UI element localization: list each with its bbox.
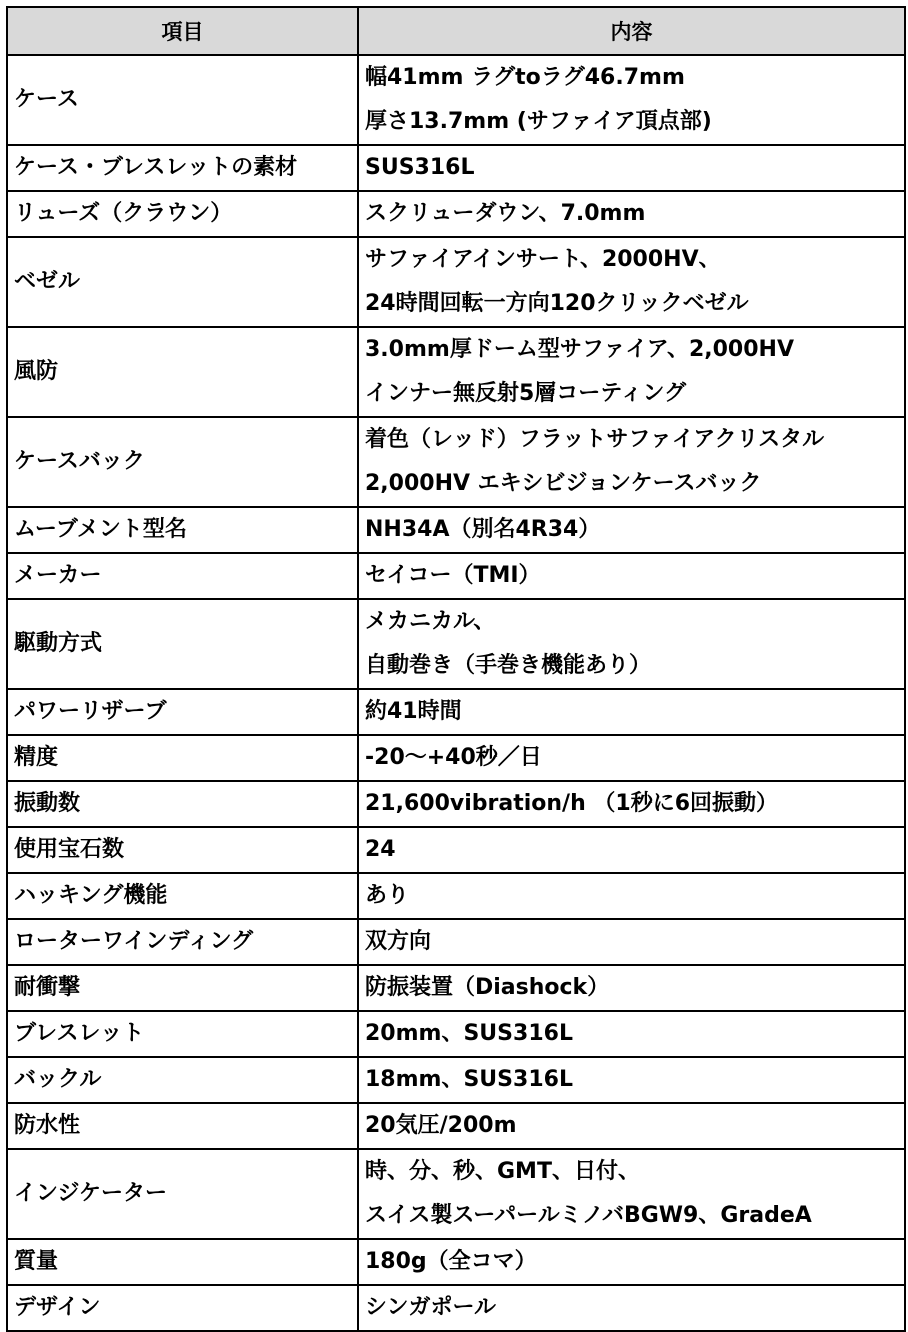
header-content: 内容 (358, 7, 905, 55)
row-content-line: 21,600vibration/h （1秒に6回振動） (365, 791, 779, 816)
row-content-line: 自動巻き（手巻き機能あり） (365, 653, 652, 678)
table-row (7, 689, 905, 735)
row-content-line: 24 (365, 837, 396, 862)
row-item-label: バックル (7, 1057, 358, 1103)
row-item-label: ケース (7, 55, 358, 145)
row-content-line: 着色（レッド）フラットサファイアクリスタル (365, 427, 825, 452)
header-item: 項目 (7, 7, 358, 55)
row-content (358, 237, 905, 327)
table-row (7, 417, 905, 507)
row-content (358, 919, 905, 965)
row-content (358, 1149, 905, 1239)
row-item-label: ハッキング機能 (7, 873, 358, 919)
row-content-line: スクリューダウン、7.0mm (365, 201, 646, 226)
row-content (358, 599, 905, 689)
row-content (358, 327, 905, 417)
row-content-line: 防振装置（Diashock） (365, 975, 610, 1000)
row-content (358, 553, 905, 599)
table-row (7, 1011, 905, 1057)
row-content (358, 827, 905, 873)
row-content (358, 1103, 905, 1149)
row-content (358, 1239, 905, 1285)
row-content-line: セイコー（TMI） (365, 563, 541, 588)
table-row (7, 873, 905, 919)
table-row (7, 327, 905, 417)
row-content (358, 1285, 905, 1331)
row-content-line: あり (365, 883, 410, 908)
row-item-label: リューズ（クラウン） (7, 191, 358, 237)
row-content (358, 735, 905, 781)
spec-table-body (7, 55, 905, 1331)
table-row (7, 55, 905, 145)
row-content (358, 965, 905, 1011)
table-row (7, 1285, 905, 1331)
row-content-line: メカニカル、 (365, 609, 496, 634)
row-content (358, 417, 905, 507)
row-content (358, 1011, 905, 1057)
row-content-line: 20気圧/200m (365, 1113, 517, 1138)
row-item-label: 使用宝石数 (7, 827, 358, 873)
table-row (7, 965, 905, 1011)
row-content-line: 3.0mm厚ドーム型サファイア、2,000HV (365, 337, 794, 362)
row-item-label: ローターワインディング (7, 919, 358, 965)
table-row (7, 1057, 905, 1103)
row-content (358, 689, 905, 735)
row-item-label: 防水性 (7, 1103, 358, 1149)
row-item-label: ベゼル (7, 237, 358, 327)
table-row (7, 919, 905, 965)
row-content (358, 507, 905, 553)
table-row (7, 1103, 905, 1149)
table-row (7, 553, 905, 599)
row-item-label: ケース・ブレスレットの素材 (7, 145, 358, 191)
row-item-label: ブレスレット (7, 1011, 358, 1057)
row-content (358, 145, 905, 191)
row-item-label: デザイン (7, 1285, 358, 1331)
row-item-label: 耐衝撃 (7, 965, 358, 1011)
row-content (358, 781, 905, 827)
row-content-line: 2,000HV エキシビジョンケースバック (365, 471, 762, 496)
row-content-line: SUS316L (365, 155, 475, 180)
row-content-line: 18mm、SUS316L (365, 1067, 573, 1092)
row-item-label: ケースバック (7, 417, 358, 507)
row-content-line: スイス製スーパールミノバBGW9、GradeA (365, 1203, 812, 1228)
row-item-label: 駆動方式 (7, 599, 358, 689)
row-content (358, 873, 905, 919)
row-content (358, 1057, 905, 1103)
table-row (7, 827, 905, 873)
row-content-line: サファイアインサート、2000HV、 (365, 247, 721, 272)
row-content-line: NH34A（別名4R34） (365, 517, 601, 542)
table-row (7, 781, 905, 827)
row-content-line: 180g（全コマ） (365, 1249, 537, 1274)
table-row (7, 191, 905, 237)
row-item-label: メーカー (7, 553, 358, 599)
table-row (7, 237, 905, 327)
row-content-line: 20mm、SUS316L (365, 1021, 573, 1046)
table-header-row (7, 7, 905, 55)
row-item-label: インジケーター (7, 1149, 358, 1239)
row-content (358, 191, 905, 237)
row-item-label: 質量 (7, 1239, 358, 1285)
table-row (7, 145, 905, 191)
row-content-line: 24時間回転一方向120クリックベゼル (365, 291, 749, 316)
row-content-line: 厚さ13.7mm (サファイア頂点部) (365, 109, 712, 134)
row-content (358, 55, 905, 145)
table-row (7, 1149, 905, 1239)
row-item-label: パワーリザーブ (7, 689, 358, 735)
spec-table (6, 6, 906, 1332)
table-row (7, 735, 905, 781)
row-item-label: 風防 (7, 327, 358, 417)
row-item-label: 精度 (7, 735, 358, 781)
row-content-line: -20～+40秒／日 (365, 745, 542, 770)
table-row (7, 599, 905, 689)
row-content-line: 双方向 (365, 929, 432, 954)
row-item-label: 振動数 (7, 781, 358, 827)
row-content-line: 幅41mm ラグtoラグ46.7mm (365, 65, 685, 90)
row-content-line: 約41時間 (365, 699, 462, 724)
row-content-line: インナー無反射5層コーティング (365, 381, 687, 406)
row-content-line: シンガポール (365, 1295, 497, 1320)
row-content-line: 時、分、秒、GMT、日付、 (365, 1159, 640, 1184)
row-item-label: ムーブメント型名 (7, 507, 358, 553)
table-row (7, 1239, 905, 1285)
table-row (7, 507, 905, 553)
